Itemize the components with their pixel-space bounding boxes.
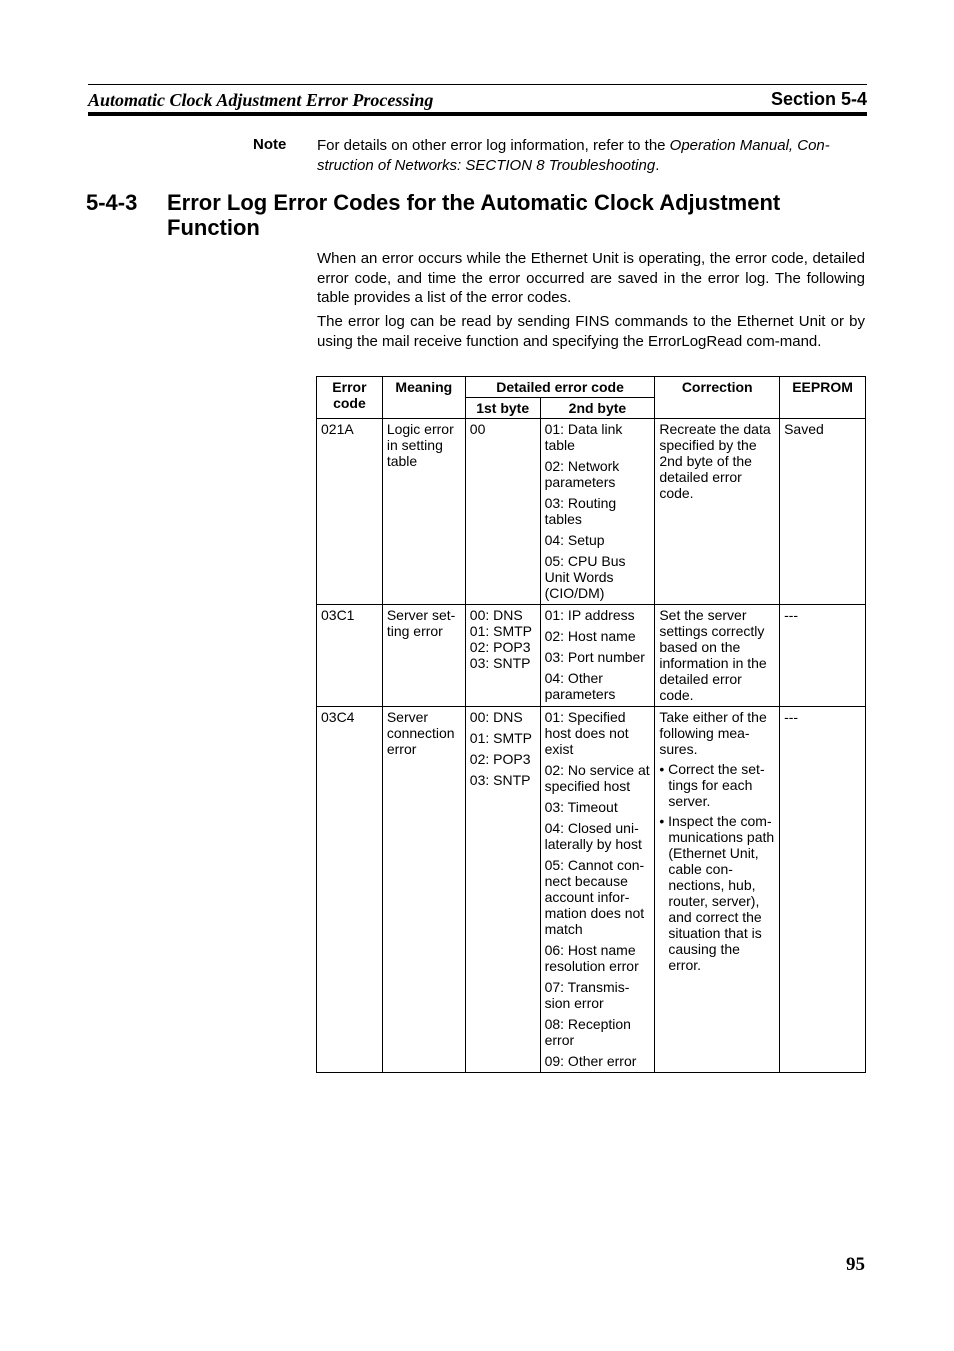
cell-meaning: Server connection error bbox=[382, 707, 465, 1073]
bullet-icon: • bbox=[659, 813, 669, 829]
header-title: Automatic Clock Adjustment Error Processing bbox=[88, 90, 434, 110]
second-byte-item: 01: IP address bbox=[544, 607, 635, 623]
section-title: Error Log Error Codes for the Automatic Clock Adjustment Function bbox=[167, 190, 781, 240]
cell-eeprom: --- bbox=[780, 605, 866, 707]
header-error-code: Error code bbox=[317, 377, 383, 419]
cell-meaning: Logic error in setting table bbox=[382, 419, 465, 605]
correction-bullet-text: Inspect the com-munications path (Ethernet Unit, cable con-nections, hub, router, server), and correct the situation that is causing the error. bbox=[668, 813, 775, 973]
first-byte-item: 03: SNTP bbox=[469, 655, 531, 671]
second-byte-item: 04: Other parameters bbox=[544, 670, 616, 702]
first-byte-item: 00: DNS bbox=[469, 607, 523, 623]
first-byte-item: 00: DNS bbox=[469, 709, 523, 725]
cell-second-byte bbox=[540, 419, 655, 605]
header-top-rule bbox=[88, 84, 867, 85]
first-byte-item: 03: SNTP bbox=[469, 772, 531, 788]
cell-eeprom: --- bbox=[780, 707, 866, 1073]
note-text-pre: For details on other error log information, refer to the bbox=[317, 137, 670, 154]
second-byte-item: 04: Closed uni-laterally by host bbox=[544, 820, 642, 852]
correction-text: Set the server settings correctly based on the information in the detailed error code. bbox=[659, 607, 767, 703]
header-eeprom: EEPROM bbox=[780, 377, 866, 419]
note-text-post: . bbox=[655, 157, 660, 174]
table-row bbox=[317, 419, 866, 605]
second-byte-item: 03: Port number bbox=[544, 649, 645, 665]
second-byte-item: 05: Cannot con-nect because account infor-mation does not match bbox=[544, 857, 645, 937]
cell-meaning: Server set-ting error bbox=[382, 605, 465, 707]
error-code-table bbox=[316, 376, 866, 1073]
cell-first-byte bbox=[465, 707, 540, 1073]
note-text bbox=[317, 136, 867, 176]
intro-paragraph: When an error occurs while the Ethernet Unit is operating, the error code, detailed error code, and time the error occurred are saved in the error log. The following table provides a list of the error codes. bbox=[317, 250, 865, 306]
header-meaning: Meaning bbox=[382, 377, 465, 419]
first-byte-item: 02: POP3 bbox=[469, 751, 531, 767]
cell-correction bbox=[655, 707, 780, 1073]
header-correction: Correction bbox=[655, 377, 780, 419]
first-byte-item: 02: POP3 bbox=[469, 639, 531, 655]
first-byte-item: 00 bbox=[469, 421, 486, 437]
second-byte-item: 03: Routing tables bbox=[544, 495, 617, 527]
second-byte-item: 01: Data link table bbox=[544, 421, 623, 453]
correction-text: Recreate the data specified by the 2nd byte of the detailed error code. bbox=[659, 421, 771, 501]
first-byte-item: 01: SMTP bbox=[469, 623, 533, 639]
correction-bullet bbox=[659, 761, 775, 809]
table-body bbox=[317, 419, 866, 1073]
header-second-byte: 2nd byte bbox=[540, 398, 655, 419]
cell-error-code: 03C1 bbox=[317, 605, 383, 707]
note-label: Note bbox=[253, 136, 287, 153]
second-byte-item: 09: Other error bbox=[544, 1053, 637, 1069]
cell-first-byte bbox=[465, 605, 540, 707]
correction-text: Take either of the following mea-sures. bbox=[659, 709, 767, 757]
header-first-byte: 1st byte bbox=[465, 398, 540, 419]
cell-second-byte bbox=[540, 707, 655, 1073]
correction-bullet bbox=[659, 813, 775, 973]
cell-error-code: 03C4 bbox=[317, 707, 383, 1073]
second-byte-item: 02: No service at specified host bbox=[544, 762, 650, 794]
second-byte-item: 02: Network parameters bbox=[544, 458, 620, 490]
section-number: 5-4-3 bbox=[86, 190, 138, 215]
header-bottom-rule bbox=[88, 112, 867, 116]
cell-first-byte bbox=[465, 419, 540, 605]
bullet-icon: • bbox=[659, 761, 669, 777]
table-row bbox=[317, 707, 866, 1073]
header-section-label: Section 5-4 bbox=[770, 89, 867, 109]
note-reference: Operation Manual, Con-struction of Networks: SECTION 8 Troubleshooting bbox=[317, 137, 830, 174]
second-byte-item: 02: Host name bbox=[544, 628, 636, 644]
cell-correction bbox=[655, 605, 780, 707]
second-byte-item: 05: CPU Bus Unit Words (CIO/DM) bbox=[544, 553, 626, 601]
second-byte-item: 07: Transmis-sion error bbox=[544, 979, 630, 1011]
second-byte-item: 01: Specified host does not exist bbox=[544, 709, 629, 757]
second-byte-item: 06: Host name resolution error bbox=[544, 942, 639, 974]
header-detailed-error-code: Detailed error code bbox=[465, 377, 655, 398]
first-byte-item: 01: SMTP bbox=[469, 730, 533, 746]
cell-correction bbox=[655, 419, 780, 605]
cell-error-code: 021A bbox=[317, 419, 383, 605]
second-byte-item: 08: Reception error bbox=[544, 1016, 631, 1048]
cell-eeprom: Saved bbox=[780, 419, 866, 605]
second-byte-item: 03: Timeout bbox=[544, 799, 618, 815]
second-byte-item: 04: Setup bbox=[544, 532, 605, 548]
page-number: 95 bbox=[846, 1254, 865, 1275]
table-row bbox=[317, 605, 866, 707]
cell-second-byte bbox=[540, 605, 655, 707]
correction-bullet-text: Correct the set-tings for each server. bbox=[668, 761, 765, 809]
read-method-paragraph: The error log can be read by sending FINS commands to the Ethernet Unit or by using the mail receive function and specifying the ErrorLogRead com-mand. bbox=[317, 313, 865, 350]
